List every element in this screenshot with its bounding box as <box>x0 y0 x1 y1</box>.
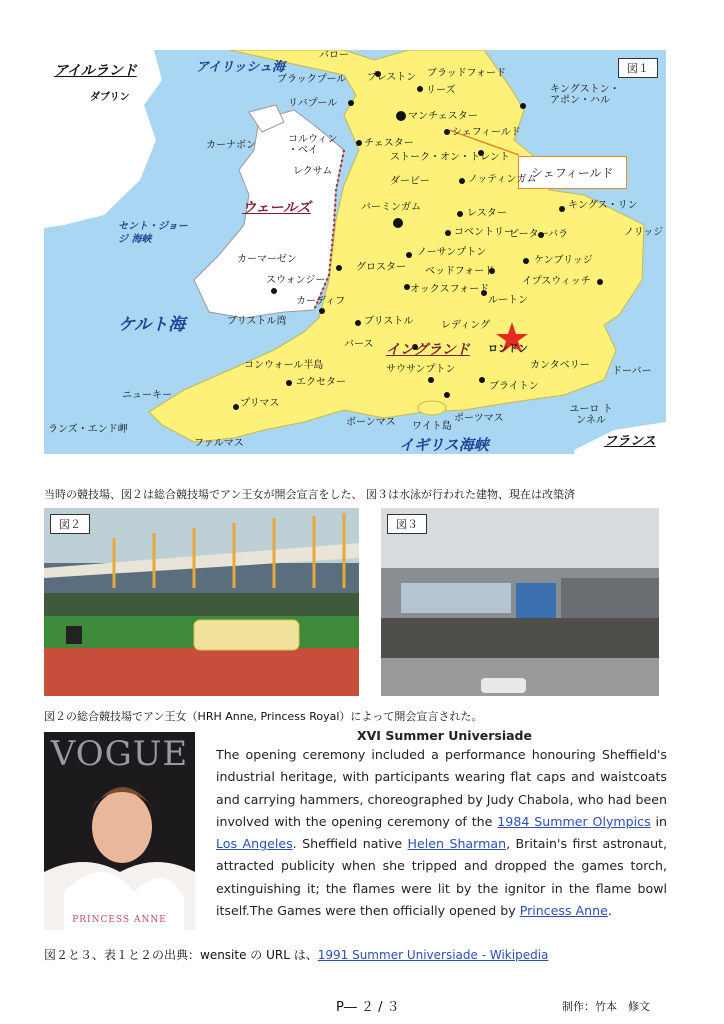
page-number: P― ２ / ３ <box>336 1000 400 1015</box>
city-label: ブラッドフォード <box>427 68 506 79</box>
link-princess-anne[interactable]: Princess Anne <box>519 903 608 919</box>
city-label: チェスター <box>364 138 414 149</box>
city-label: ボーンマス <box>346 417 396 428</box>
city-label: ノーサンプトン <box>417 247 487 258</box>
city-label: ブラックプール <box>277 74 347 85</box>
city-label: プリマス <box>240 398 280 409</box>
article-body <box>216 744 667 922</box>
city-label: コルウィン ・ベイ <box>288 134 338 156</box>
city-label: ドーバー <box>612 366 652 377</box>
stadium-illustration <box>44 508 359 696</box>
city-label: ノリッジ <box>624 227 664 238</box>
city-label: バロー <box>319 50 349 61</box>
city-label: ロンドン <box>488 344 528 355</box>
city-label: ダービー <box>390 176 430 187</box>
city-label: ワイト島 <box>412 421 452 432</box>
city-label: ベッドフォード <box>425 266 495 277</box>
article-text: , Britain's first astronaut, attracted publicity when she tripped and dropped the games torch, extinguishing it; the flames were lit by the ignitor in the flame bowl itself.The Games were then officially opened by <box>216 836 667 919</box>
article-text: . Sheffield native <box>292 836 408 852</box>
city-label: エクセター <box>296 377 346 388</box>
country-label: アイルランド <box>54 63 137 79</box>
caption-top: 当時の競技場、図２は総合競技場でアン王女が開会宣言をした、 図３は水泳が行われた建物、現在は改築済 <box>44 488 576 501</box>
figure-2-stadium-photo <box>44 508 359 696</box>
city-label: サウサンプトン <box>386 364 456 375</box>
figure-3-label: 図３ <box>387 514 427 534</box>
source-line <box>44 946 548 963</box>
city-label: ニューキー <box>122 390 172 401</box>
caption-middle: 図２の総合競技場でアン王女（HRH Anne, Princess Royal）によって開会宣言された。 <box>44 710 483 723</box>
city-label: キングストン・ アポン・ハル <box>550 84 620 106</box>
link-helen-sharman[interactable]: Helen Sharman <box>407 836 507 852</box>
country-label: フランス <box>604 434 656 449</box>
country-label: ウェールズ <box>242 200 311 216</box>
city-label: レスター <box>467 208 507 219</box>
city-label: レディング <box>441 320 490 331</box>
city-label: オックスフォード <box>410 284 490 295</box>
city-label: シェフィールド <box>452 127 521 138</box>
city-label: ブリストル <box>364 316 414 327</box>
vogue-cover-image <box>44 732 195 930</box>
city-label: バーミンガム <box>361 202 421 213</box>
city-label: ポーツマス <box>454 413 504 424</box>
sea-label: セント・ジョージ 海峡 <box>118 221 188 245</box>
link-wikipedia-source[interactable]: 1991 Summer Universiade - Wikipedia <box>317 948 549 962</box>
city-label: ファルマス <box>194 438 244 449</box>
city-label: コベントリー <box>454 227 514 238</box>
figure-1-label: 図１ <box>618 58 658 78</box>
link-1984-summer-olympics[interactable]: 1984 Summer Olympics <box>497 813 651 829</box>
city-label: イプスウィッチ <box>522 276 591 287</box>
article-text: . <box>607 903 612 919</box>
city-label: ルートン <box>488 295 528 306</box>
city-label: リーズ <box>426 85 456 96</box>
city-label: レクサム <box>293 166 333 177</box>
sea-label: アイリッシュ海 <box>196 60 286 75</box>
sea-label: イギリス海峡 <box>399 436 489 454</box>
city-label: ブライトン <box>489 381 539 392</box>
city-label: グロスター <box>356 262 406 273</box>
article-text: in <box>650 813 668 829</box>
isle-of-wight <box>418 401 446 415</box>
map-figure-1 <box>44 50 666 454</box>
city-label: ダブリン <box>90 92 130 103</box>
country-label: イングランド <box>386 342 470 358</box>
city-label: カンタベリー <box>530 360 590 371</box>
sea-label: ブリストル湾 <box>227 316 287 327</box>
article-text: The opening ceremony included a performance honouring Sheffield's industrial heritage, with participants wearing flat caps and waistcoats and carrying hammers, choreographed by Judy Chabola, who had been involved with the opening ceremony of the <box>216 747 667 829</box>
city-label: バース <box>344 339 374 350</box>
article-title: XVI Summer Universiade <box>357 728 532 743</box>
city-label: ケンブリッジ <box>534 255 593 266</box>
sheffield-callout: シェフィールド <box>518 156 627 189</box>
author-credit: 制作：竹本 修文 <box>562 1000 650 1013</box>
city-label: ピーターバラ <box>509 229 569 240</box>
vogue-masthead: VOGUE <box>50 734 189 774</box>
city-label: プレストン <box>367 72 417 83</box>
sea-label: ケルト海 <box>118 315 186 335</box>
city-label: スウォンジー <box>266 275 326 286</box>
city-label: キングス・リン <box>568 200 638 211</box>
city-label: ランズ・エンド岬 <box>48 424 128 435</box>
vogue-cover-name: PRINCESS ANNE <box>72 915 167 925</box>
figure-3-building-photo <box>381 508 659 696</box>
city-label: コンウォール半島 <box>244 360 324 371</box>
figure-2-label: 図２ <box>50 514 90 534</box>
england-land <box>149 50 644 442</box>
city-label: ユーロ トンネル <box>569 404 613 426</box>
city-label: カーナボン <box>206 140 256 151</box>
source-prefix: 図２と３、表１と２の出典：wensite の URL は、 <box>44 948 318 962</box>
city-label: ストーク・オン・トレント <box>390 152 510 163</box>
city-label: マンチェスター <box>408 111 478 122</box>
city-label: カーディフ <box>296 296 346 307</box>
link-los-angeles[interactable]: Los Angeles <box>216 836 293 852</box>
city-label: カーマーゼン <box>237 254 297 265</box>
building-illustration <box>381 508 659 696</box>
city-label: ノッティンガム <box>468 174 537 185</box>
city-label: リバプール <box>288 98 338 109</box>
